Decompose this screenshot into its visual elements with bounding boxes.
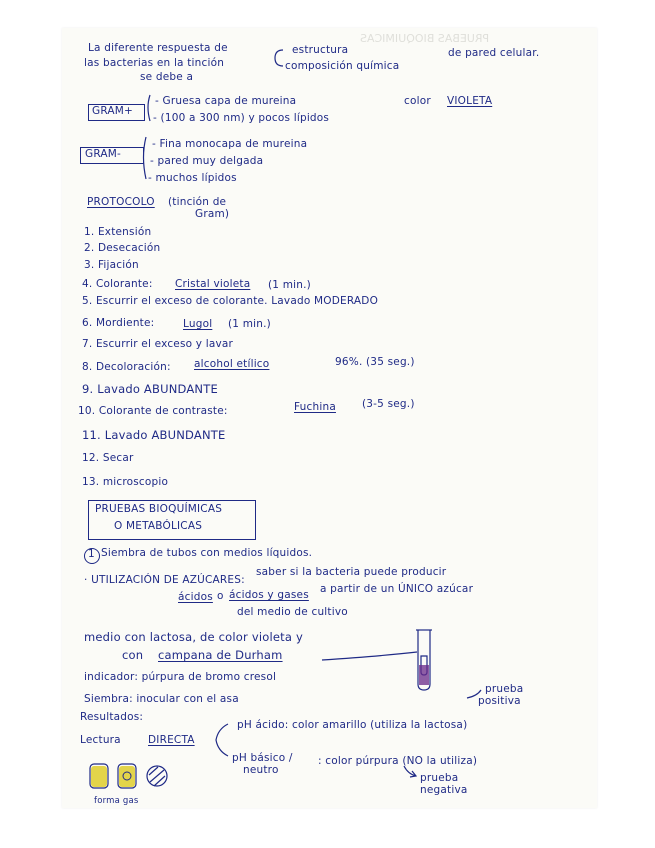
protocol-step-4: 4. Colorante: bbox=[82, 278, 153, 290]
siembra-text: Siembra: inocular con el asa bbox=[84, 693, 239, 705]
step4-reagent: Cristal violeta bbox=[175, 278, 251, 290]
prueba-positiva-b: positiva bbox=[478, 695, 521, 707]
protocol-step-1: 1. Extensión bbox=[84, 226, 152, 238]
forma-gas-label: forma gas bbox=[94, 796, 139, 806]
protocol-step-8: 8. Decoloración: bbox=[82, 361, 171, 373]
gram-negative-line3: - muchos lípidos bbox=[148, 172, 237, 184]
protocol-step-13: 13. microscopio bbox=[82, 476, 169, 488]
gram-negative-line2: - pared muy delgada bbox=[150, 155, 264, 167]
gram-positive-color-value: VIOLETA bbox=[447, 95, 493, 107]
ph-basico-a: pH básico / bbox=[232, 752, 293, 764]
prueba-negativa-b: negativa bbox=[420, 784, 468, 796]
pruebas-title-line2: O METABÓLICAS bbox=[114, 520, 203, 532]
utilizacion-text3: del medio de cultivo bbox=[237, 606, 348, 618]
utilizacion-acidos: ácidos bbox=[178, 591, 213, 603]
protocolo-subtitle-b: Gram) bbox=[195, 208, 230, 220]
lectura-label: Lectura bbox=[80, 734, 121, 746]
resultados-label: Resultados: bbox=[80, 711, 144, 723]
utilizacion-text1: saber si la bacteria puede producir bbox=[256, 566, 447, 578]
gram-positive-label: GRAM+ bbox=[92, 105, 134, 117]
gram-positive-line2: - (100 a 300 nm) y pocos lípidos bbox=[153, 112, 330, 124]
protocol-step-11: 11. Lavado ABUNDANTE bbox=[82, 428, 226, 442]
protocol-step-3: 3. Fijación bbox=[84, 259, 139, 271]
protocol-step-6: 6. Mordiente: bbox=[82, 317, 155, 329]
intro-option-estructura: estructura bbox=[292, 44, 349, 56]
item-number: 1 bbox=[88, 548, 95, 560]
step10-reagent: Fuchina bbox=[294, 401, 336, 413]
intro-line3: se debe a bbox=[140, 71, 194, 83]
bleed-through-header: PRUEBAS BIOQUIMICAS bbox=[360, 32, 490, 45]
protocol-step-12: 12. Secar bbox=[82, 452, 134, 464]
step8-reagent: alcohol etílico bbox=[194, 358, 270, 370]
gram-negative-label: GRAM- bbox=[85, 148, 122, 160]
utilizacion-o: o bbox=[217, 590, 224, 602]
protocol-step-5: 5. Escurrir el exceso de colorante. Lavado MODERADO bbox=[82, 295, 379, 307]
protocol-step-10: 10. Colorante de contraste: bbox=[78, 405, 228, 417]
protocol-step-2: 2. Desecación bbox=[84, 242, 161, 254]
ph-basico-b: neutro bbox=[243, 764, 279, 776]
utilizacion-acidos-gases: ácidos y gases bbox=[229, 589, 309, 601]
step10-time: (3-5 seg.) bbox=[362, 398, 415, 410]
protocolo-title: PROTOCOLO bbox=[87, 196, 155, 208]
medio-line1: medio con lactosa, de color violeta y bbox=[84, 630, 303, 644]
gram-negative-line1: - Fina monocapa de mureina bbox=[152, 138, 308, 150]
intro-option-pared: de pared celular. bbox=[448, 47, 540, 59]
indicador-text: indicador: púrpura de bromo cresol bbox=[84, 671, 277, 683]
intro-line2: las bacterias en la tinción bbox=[84, 57, 225, 69]
protocol-step-9: 9. Lavado ABUNDANTE bbox=[82, 382, 218, 396]
lectura-directa: DIRECTA bbox=[148, 734, 195, 746]
intro-line1: La diferente respuesta de bbox=[88, 42, 228, 54]
pruebas-title-line1: PRUEBAS BIOQUÍMICAS bbox=[95, 503, 223, 515]
protocol-step-7: 7. Escurrir el exceso y lavar bbox=[82, 338, 234, 350]
prueba-negativa-a: prueba bbox=[420, 772, 459, 784]
step8-time: 96%. (35 seg.) bbox=[335, 356, 415, 368]
item-text: Siembra de tubos con medios líquidos. bbox=[101, 547, 313, 559]
prueba-positiva-a: prueba bbox=[485, 683, 524, 695]
medio-line2-campana: campana de Durham bbox=[158, 648, 283, 662]
gram-positive-line1: - Gruesa capa de mureina bbox=[155, 95, 297, 107]
ph-acido-text: pH ácido: color amarillo (utiliza la lactosa) bbox=[237, 719, 468, 731]
utilizacion-title: · UTILIZACIÓN DE AZÚCARES: bbox=[84, 574, 245, 586]
step6-reagent: Lugol bbox=[183, 318, 213, 330]
protocolo-subtitle-a: (tinción de bbox=[168, 196, 227, 208]
utilizacion-text2: a partir de un ÚNICO azúcar bbox=[320, 583, 474, 595]
medio-line2-a: con bbox=[122, 648, 144, 662]
step4-time: (1 min.) bbox=[268, 279, 311, 291]
intro-option-composicion: composición química bbox=[285, 60, 400, 72]
gram-positive-color-label: color bbox=[404, 95, 431, 107]
ph-basico-text: : color púrpura (NO la utiliza) bbox=[318, 755, 478, 767]
step6-time: (1 min.) bbox=[228, 318, 271, 330]
